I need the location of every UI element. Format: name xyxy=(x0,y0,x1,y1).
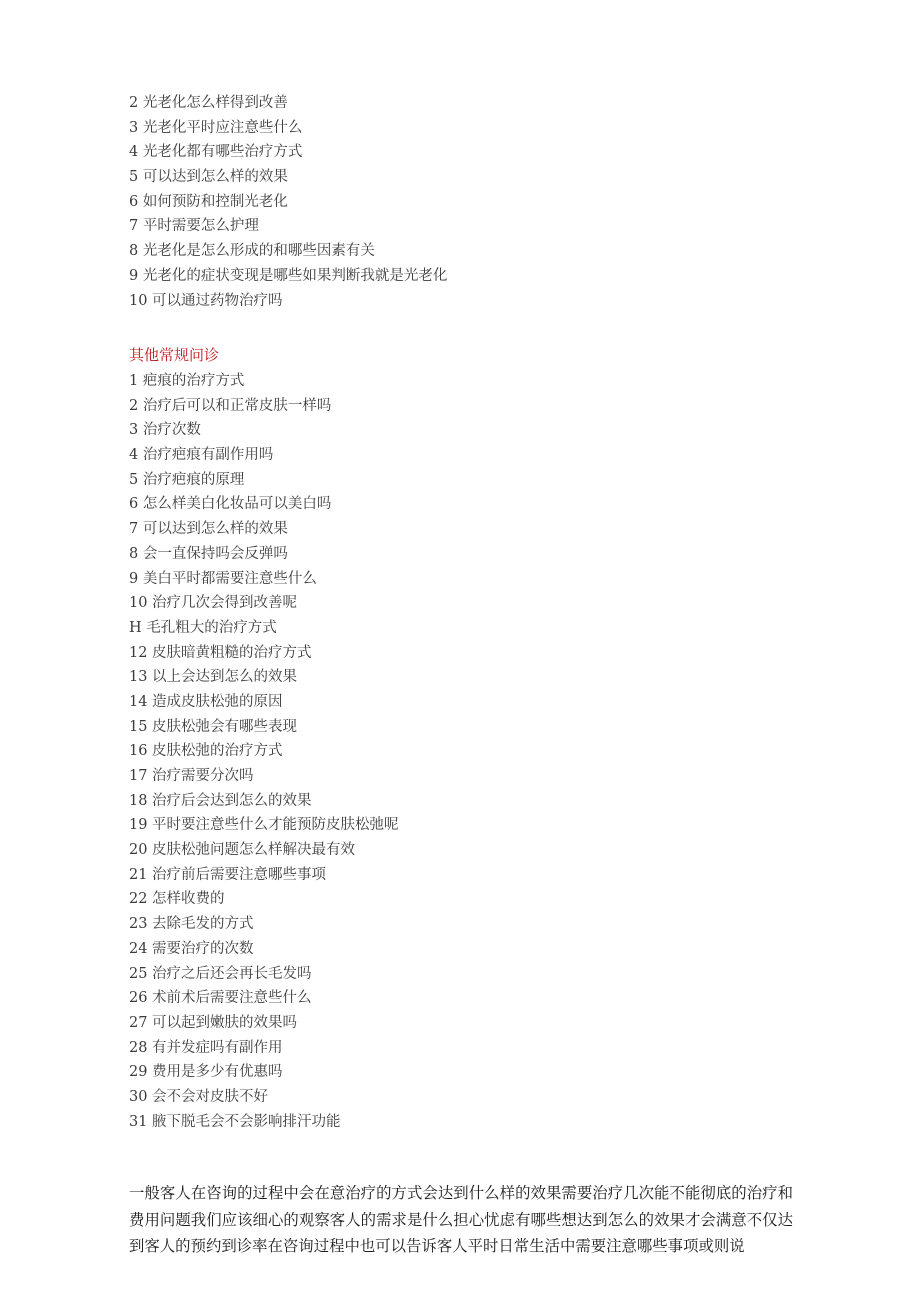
photoaging-question-list xyxy=(129,91,447,313)
other-consultation-question: H 毛孔粗大的治疗方式 xyxy=(129,619,277,636)
photoaging-question: 10 可以通过药物治疗吗 xyxy=(129,292,283,309)
other-consultation-question: 27 可以起到嫩肤的效果吗 xyxy=(129,1014,298,1031)
photoaging-question: 9 光老化的症状变现是哪些如果判断我就是光老化 xyxy=(129,267,448,284)
other-consultation-question: 18 治疗后会达到怎么的效果 xyxy=(129,792,312,809)
other-consultation-question: 14 造成皮肤松弛的原因 xyxy=(129,693,283,710)
other-consultation-question: 15 皮肤松弛会有哪些表现 xyxy=(129,718,298,735)
other-consultation-question: 6 怎么样美白化妆品可以美白吗 xyxy=(129,496,332,513)
photoaging-question: 4 光老化都有哪些治疗方式 xyxy=(129,144,303,161)
other-consultation-question: 30 会不会对皮肤不好 xyxy=(129,1088,269,1105)
other-consultation-question: 9 美白平时都需要注意些什么 xyxy=(129,570,317,587)
other-consultation-question: 17 治疗需要分次吗 xyxy=(129,768,254,784)
photoaging-question: 7 平时需要怎么护理 xyxy=(129,218,259,235)
other-consultation-question: 29 费用是多少有优惠吗 xyxy=(129,1064,283,1081)
other-consultation-question: 8 会一直保持吗会反弹吗 xyxy=(129,545,288,562)
other-consultation-question: 19 平时要注意些什么才能预防皮肤松弛呢 xyxy=(129,817,399,834)
photoaging-question: 6 如何预防和控制光老化 xyxy=(129,193,288,210)
photoaging-question: 5 可以达到怎么样的效果 xyxy=(129,169,288,186)
other-consultation-question: 12 皮肤暗黄粗糙的治疗方式 xyxy=(129,644,312,661)
photoaging-question: 8 光老化是怎么形成的和哪些因素有关 xyxy=(129,243,375,260)
summary-paragraph: 一般客人在咨询的过程中会在意治疗的方式会达到什么样的效果需要治疗几次能不能彻底的治疗和费用问题我们应该细心的观察客人的需求是什么担心忧虑有哪些想达到怎么的效果才会满意不仅达到客人的预约到诊率在咨询过程中也可以告诉客人平时日常生活中需要注意哪些事项或则说 xyxy=(129,1184,793,1255)
other-consultation-question: 3 治疗次数 xyxy=(129,422,201,439)
other-consultation-question: 4 治疗疤痕有副作用吗 xyxy=(129,447,274,464)
other-consultation-question: 1 疤痕的治疗方式 xyxy=(129,373,245,389)
other-consultation-question: 10 治疗几次会得到改善呢 xyxy=(129,595,298,612)
other-consultation-question: 7 可以达到怎么样的效果 xyxy=(129,521,288,538)
photoaging-question: 3 光老化平时应注意些什么 xyxy=(129,119,303,136)
other-consultation-question: 24 需要治疗的次数 xyxy=(129,940,254,957)
other-consultation-question: 20 皮肤松弛问题怎么样解决最有效 xyxy=(129,842,356,859)
other-consultation-question-list xyxy=(129,369,399,1134)
other-consultation-question: 31 腋下脱毛会不会影响排汗功能 xyxy=(129,1113,341,1130)
other-consultation-question: 13 以上会达到怎么的效果 xyxy=(129,669,298,686)
other-consultation-question: 22 怎样收费的 xyxy=(129,891,225,908)
other-consultation-question: 16 皮肤松弛的治疗方式 xyxy=(129,743,283,760)
other-consultation-question: 25 治疗之后还会再长毛发吗 xyxy=(129,965,312,982)
other-consultation-question: 21 治疗前后需要注意哪些事项 xyxy=(129,866,327,883)
other-consultation-question: 28 有并发症吗有副作用 xyxy=(129,1039,283,1056)
other-consultation-question: 26 术前术后需要注意些什么 xyxy=(129,990,312,1007)
other-consultation-question: 23 去除毛发的方式 xyxy=(129,916,254,933)
photoaging-question: 2 光老化怎么样得到改善 xyxy=(129,95,288,111)
section-heading-other-consultation: 其他常规问诊 xyxy=(129,346,220,364)
other-consultation-question: 5 治疗疤痕的原理 xyxy=(129,471,245,488)
other-consultation-question: 2 治疗后可以和正常皮肤一样吗 xyxy=(129,397,332,414)
